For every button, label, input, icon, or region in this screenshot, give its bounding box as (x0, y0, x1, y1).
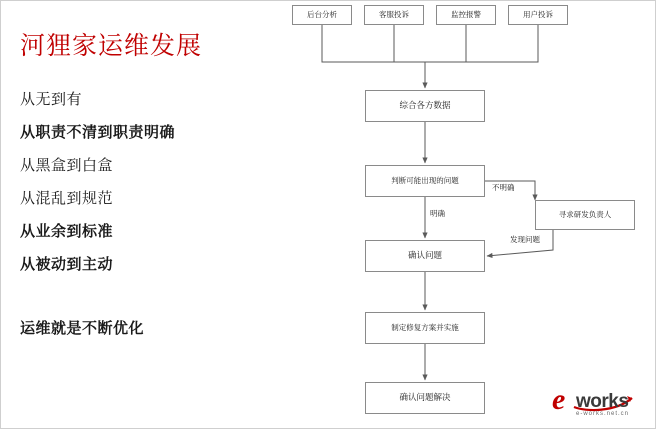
bullet-item-3: 从黑盒到白盒 (20, 157, 114, 174)
flowchart (282, 0, 656, 429)
logo-letter: e (552, 383, 566, 416)
page-title: 河狸家运维发展 (20, 32, 203, 60)
bullet-item-4: 从混乱到规范 (20, 190, 114, 207)
left-text-panel (0, 0, 282, 429)
flow-node-source-3: 监控报警 (436, 5, 496, 25)
flow-node-source-4: 用户投诉 (508, 5, 568, 25)
logo-subtitle: e-works.net.cn (576, 411, 630, 417)
flow-node-step-3: 确认问题 (365, 240, 485, 272)
bullet-item-5: 从业余到标准 (20, 223, 114, 240)
flow-node-step-2: 判断可能出现的问题 (365, 165, 485, 197)
edge-label-clear: 明确 (430, 209, 445, 218)
logo-word: works (576, 391, 629, 412)
bullet-item-1: 从无到有 (20, 91, 83, 108)
flow-node-escalation: 寻求研发负责人 (535, 200, 635, 230)
bullet-item-2: 从职责不清到职责明确 (20, 124, 176, 141)
flow-node-step-4: 制定修复方案并实施 (365, 312, 485, 344)
eworks-logo (552, 385, 644, 419)
edge-label-found-problem: 发现问题 (510, 235, 540, 244)
bullet-item-6: 从被动到主动 (20, 256, 114, 273)
flow-node-source-2: 客服投诉 (364, 5, 424, 25)
flow-node-source-1: 后台分析 (292, 5, 352, 25)
flow-node-step-5: 确认问题解决 (365, 382, 485, 414)
edge-label-unclear: 不明确 (492, 183, 515, 192)
bullet-item-7: 运维就是不断优化 (20, 320, 145, 337)
flow-node-step-1: 综合各方数据 (365, 90, 485, 122)
